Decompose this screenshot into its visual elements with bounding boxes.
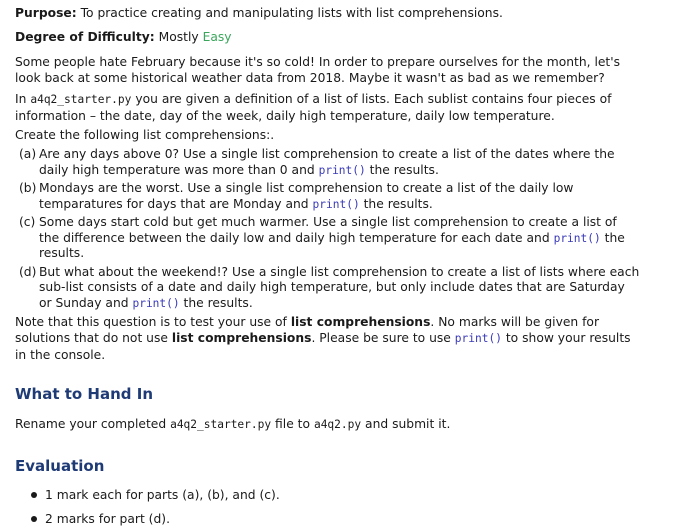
list-item bbox=[15, 483, 640, 507]
evaluation-item: 2 marks for part (d). bbox=[45, 512, 170, 526]
difficulty-level: Easy bbox=[202, 30, 232, 44]
purpose-line bbox=[15, 5, 640, 21]
assignment-page bbox=[15, 5, 640, 531]
list-item bbox=[15, 215, 640, 262]
starter-file: a4q2_starter.py bbox=[170, 418, 272, 431]
parts-list bbox=[15, 147, 640, 311]
print-code: print() bbox=[132, 296, 180, 310]
evaluation-heading: Evaluation bbox=[15, 457, 105, 475]
part-text: But what about the weekend!? Use a single list comprehension to create a list of lists where each sub-list consists of a date and daily high temperature, but only include dates that are Saturday or Sunday and bbox=[39, 264, 640, 310]
list-item bbox=[15, 147, 640, 178]
starter-prefix: In bbox=[15, 92, 27, 106]
part-tail: the results. bbox=[363, 196, 433, 211]
list-item bbox=[15, 181, 640, 212]
purpose-label: Purpose: bbox=[15, 6, 77, 20]
starter-paragraph bbox=[15, 91, 640, 124]
emphasis-text: list comprehensions bbox=[171, 331, 312, 345]
starter-suffix: you are given a definition of a list of lists. Each sublist contains four pieces of information – the date, day of the week, daily high temperature, daily low temperature. bbox=[15, 92, 612, 123]
part-marker: (b) bbox=[19, 181, 37, 195]
part-tail: the results. bbox=[369, 162, 439, 177]
starter-file: a4q2_starter.py bbox=[30, 93, 132, 106]
evaluation-item: 1 mark each for parts (a), (b), and (c). bbox=[45, 488, 280, 502]
print-code: print() bbox=[553, 231, 601, 245]
print-code: print() bbox=[454, 332, 502, 345]
submit-file: a4q2.py bbox=[313, 418, 362, 431]
print-code: print() bbox=[312, 197, 360, 211]
list-item bbox=[15, 507, 640, 531]
hand-in-paragraph: Rename your completed a4q2_starter.py file to a4q2.py and submit it. bbox=[15, 417, 451, 431]
intro-paragraph: Some people hate February because it's so cold! In order to prepare ourselves for the month, let's look back at some historical weather data from 2018. Maybe it wasn't as bad as we remember? bbox=[15, 55, 621, 85]
purpose-text: To practice creating and manipulating lists with list comprehensions. bbox=[80, 6, 503, 20]
difficulty-line bbox=[15, 29, 640, 45]
part-text: Mondays are the worst. Use a single list comprehension to create a list of the daily low temparatures for days that are Monday and bbox=[39, 181, 574, 211]
part-marker: (a) bbox=[19, 147, 37, 161]
emphasis-text: list comprehensions bbox=[290, 315, 431, 329]
difficulty-text: Mostly bbox=[158, 30, 199, 44]
part-tail: the results. bbox=[39, 230, 625, 260]
part-marker: (c) bbox=[19, 215, 36, 229]
part-text: Some days start cold but get much warmer. Use a single list comprehension to create a list of the difference between the daily low and daily high temperature for each date and bbox=[39, 215, 617, 245]
part-text: Are any days above 0? Use a single list comprehension to create a list of the dates where the daily high temperature was more than 0 and bbox=[39, 147, 615, 177]
part-marker: (d) bbox=[19, 264, 37, 279]
list-item bbox=[15, 265, 640, 312]
difficulty-label: Degree of Difficulty: bbox=[15, 30, 155, 44]
bullet-icon bbox=[31, 492, 37, 498]
hand-in-heading: What to Hand In bbox=[15, 385, 154, 403]
create-label: Create the following list comprehensions:. bbox=[15, 128, 275, 142]
part-tail: the results. bbox=[183, 295, 253, 310]
note-paragraph: Note that this question is to test your use of list comprehensions. No marks will be given for solutions that do not use list comprehensions. Please be sure to use print() to show your results in the console. bbox=[15, 315, 631, 362]
print-code: print() bbox=[318, 163, 366, 177]
evaluation-list bbox=[15, 483, 640, 531]
